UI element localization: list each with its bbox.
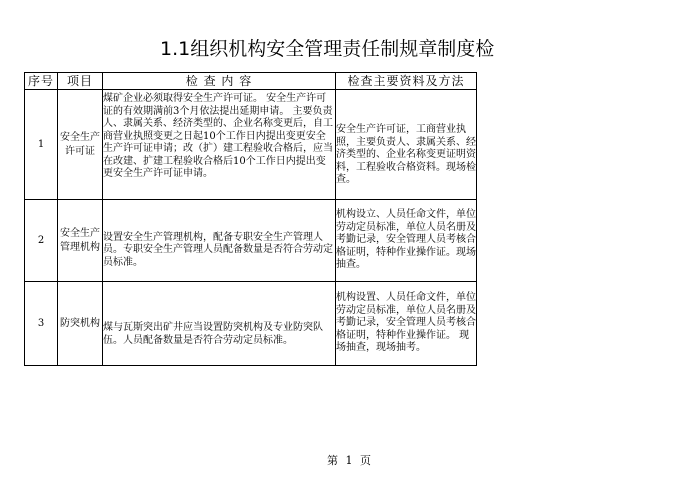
row-item: 防突机构 — [58, 282, 103, 366]
header-no: 序号 — [25, 73, 58, 90]
row-content: 煤与瓦斯突出矿井应当设置防突机构及专业防突队伍。人员配备数量是否符合劳动定员标准。 — [103, 282, 336, 366]
row-content: 设置安全生产管理机构，配备专职安全生产管理人员。专职安全生产管理人员配备数量是否符合劳动定员标准。 — [103, 200, 336, 282]
row-number: 2 — [25, 200, 58, 282]
header-content: 检 查 内 容 — [103, 73, 336, 90]
inspection-table — [24, 72, 477, 366]
table-header-row — [25, 73, 477, 90]
table-row — [25, 282, 477, 366]
header-item: 项目 — [58, 73, 103, 90]
page-title: 1.1组织机构安全管理责任制规章制度检 — [160, 38, 495, 60]
header-method: 检查主要资料及方法 — [336, 73, 477, 90]
row-number: 3 — [25, 282, 58, 366]
table-row — [25, 200, 477, 282]
row-method: 机构设立、人员任命文件，单位劳动定员标准，单位人员名册及考勤记录，安全管理人员考核合格证明，特种作业操作证。现场抽查。 — [336, 200, 477, 282]
page-number: 第 1 页 — [327, 454, 373, 467]
row-item: 安全生产许可证 — [58, 90, 103, 200]
row-method: 机构设置、人员任命文件，单位劳动定员标准，单位人员名册及考勤记录，安全管理人员考核合格证明，特种作业操作证。 现场抽查，现场抽考。 — [336, 282, 477, 366]
row-content: 煤矿企业必须取得安全生产许可证。 安全生产许可证的有效期满前3个月依法提出延期申请。 主要负责人、隶属关系、经济类型的、企业名称变更后，自工商营业执照变更之日起10个工作日内提出变更安全生产许可证申请；改（扩）建工程验收合格后，应当在改建、扩建工程验收合格后10个工作日内提出变更安全生产许可证申请。 — [103, 90, 336, 200]
row-number: 1 — [25, 90, 58, 200]
table-row — [25, 90, 477, 200]
row-method: 安全生产许可证，工商营业执照，主要负责人、隶属关系、经济类型的、企业名称变更证明资料，工程验收合格资料。现场检查。 — [336, 90, 477, 200]
row-item: 安全生产管理机构 — [58, 200, 103, 282]
